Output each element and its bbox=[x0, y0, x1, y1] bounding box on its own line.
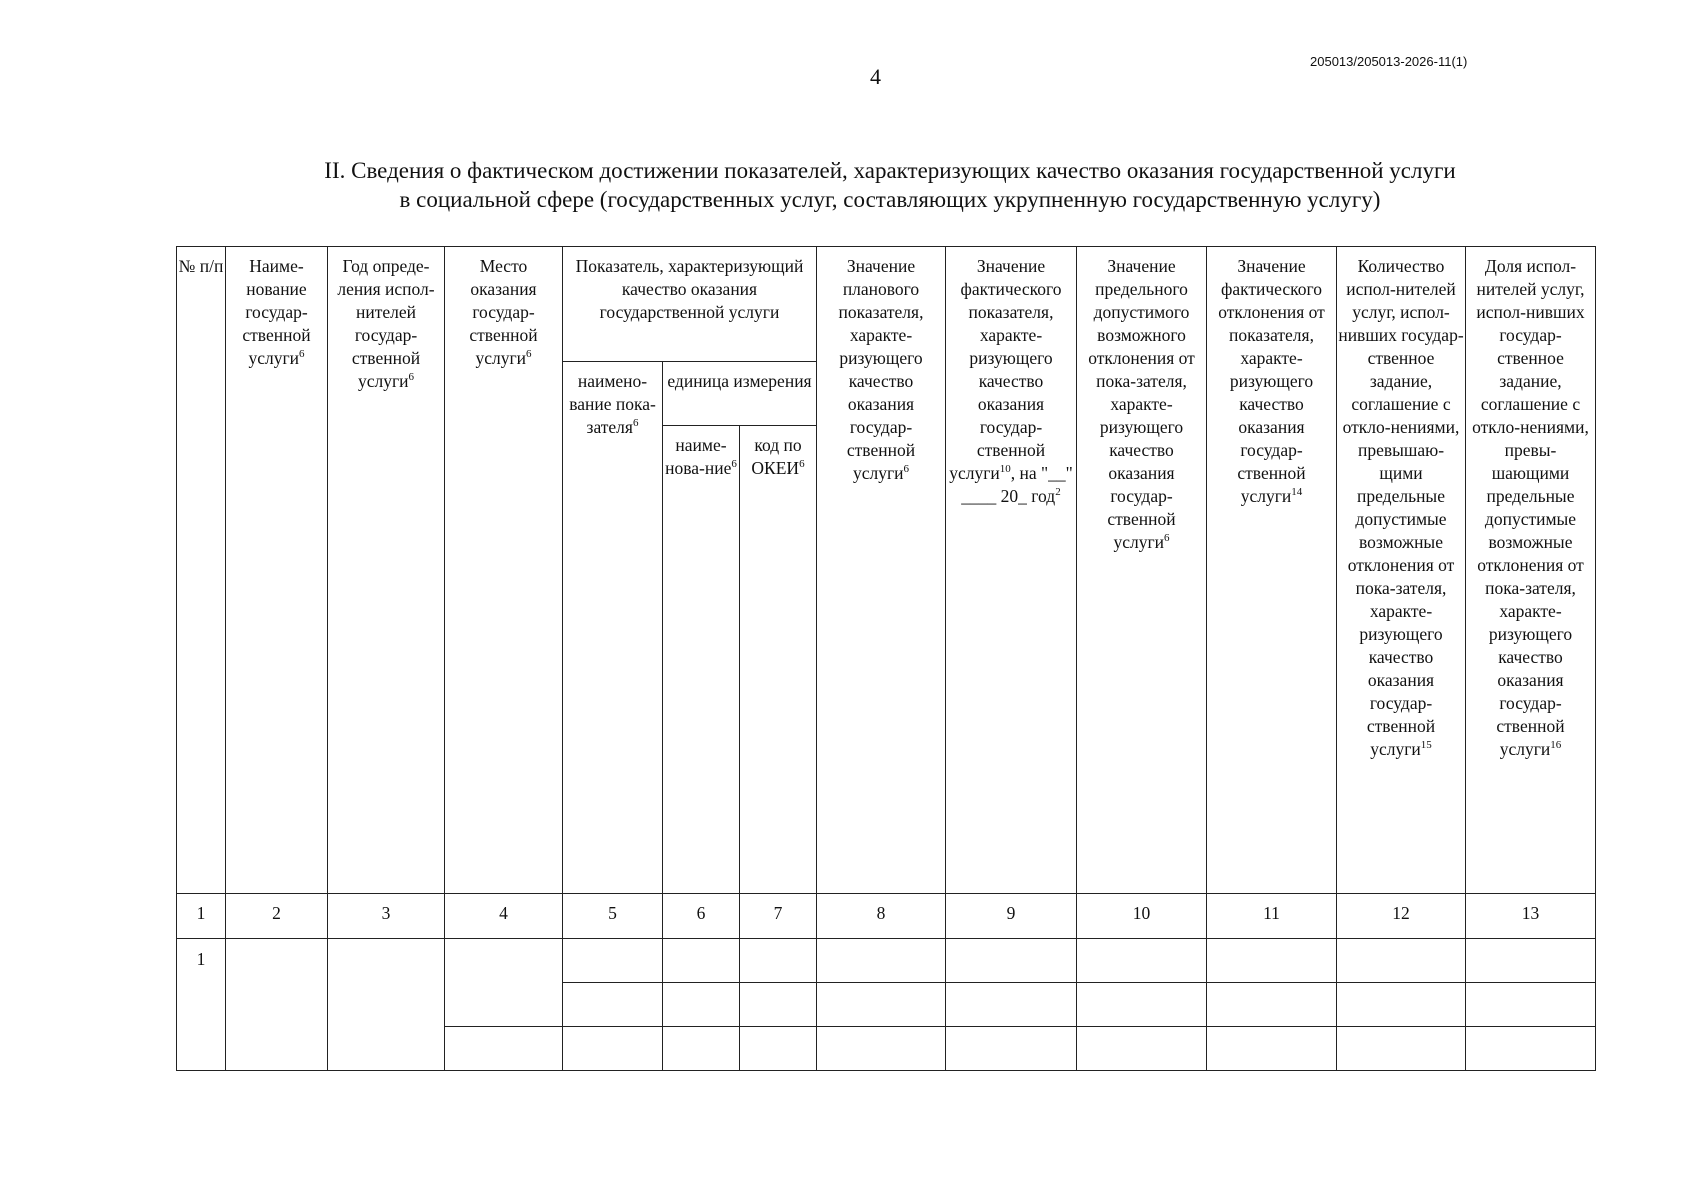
cell-service-place bbox=[445, 1027, 563, 1071]
header-okei-code: код по ОКЕИ$^6$ bbox=[740, 426, 817, 894]
column-number: 4 bbox=[445, 894, 563, 939]
cell-indicator-name bbox=[563, 1027, 663, 1071]
header-unit-group: единица измерения bbox=[663, 362, 817, 426]
cell-indicator-name bbox=[563, 983, 663, 1027]
header-number: № п/п bbox=[177, 247, 226, 894]
cell-unit-name bbox=[663, 983, 740, 1027]
cell-executors-share bbox=[1466, 1027, 1596, 1071]
column-numbers-row bbox=[177, 894, 1596, 939]
cell-planned-value bbox=[817, 983, 946, 1027]
header-executors-count: Количество испол-нителей услуг, испол-нивших государ-ственное задание, соглашение с откло-нениями, превышаю-щими предельные допустимые возможные отклонения от пока-зателя, характе-ризующего качество оказания государ-ственной услуги$^{15}$ bbox=[1337, 247, 1466, 894]
header-planned-value: Значение планового показателя, характе-ризующего качество оказания государ-ственной услуги$^6$ bbox=[817, 247, 946, 894]
cell-actual-value bbox=[946, 939, 1077, 983]
cell-executors-count bbox=[1337, 939, 1466, 983]
table-row bbox=[177, 939, 1596, 983]
cell-actual-value bbox=[946, 983, 1077, 1027]
header-indicator-name: наимено-вание пока-зателя$^6$ bbox=[563, 362, 663, 894]
cell-planned-value bbox=[817, 1027, 946, 1071]
cell-allowed-deviation bbox=[1077, 1027, 1207, 1071]
column-number: 10 bbox=[1077, 894, 1207, 939]
header-actual-deviation: Значение фактического отклонения от показателя, характе-ризующего качество оказания государ-ственной услуги$^{14}$ bbox=[1207, 247, 1337, 894]
header-indicator-group: Показатель, характеризующий качество оказания государственной услуги bbox=[563, 247, 817, 362]
document-code: 205013/205013-2026-11(1) bbox=[1310, 54, 1468, 69]
cell-indicator-name bbox=[563, 939, 663, 983]
cell-unit-name bbox=[663, 939, 740, 983]
column-number: 7 bbox=[740, 894, 817, 939]
column-number: 13 bbox=[1466, 894, 1596, 939]
cell-okei-code bbox=[740, 1027, 817, 1071]
column-number: 3 bbox=[328, 894, 445, 939]
section-title-line-2: в социальной сфере (государственных услуг, составляющих укрупненную государственную услугу) bbox=[399, 187, 1381, 212]
cell-actual-deviation bbox=[1207, 983, 1337, 1027]
header-executors-share: Доля испол-нителей услуг, испол-нивших государ-ственное задание, соглашение с откло-нениями, превы-шающими предельные допустимые возможные отклонения от пока-зателя, характе-ризующего качество оказания государ-ственной услуги$^{16}$ bbox=[1466, 247, 1596, 894]
column-number: 9 bbox=[946, 894, 1077, 939]
header-unit-name: наиме-нова-ние$^6$ bbox=[663, 426, 740, 894]
column-number: 6 bbox=[663, 894, 740, 939]
cell-executors-count bbox=[1337, 1027, 1466, 1071]
cell-actual-deviation bbox=[1207, 1027, 1337, 1071]
header-allowed-deviation: Значение предельного допустимого возможного отклонения от пока-зателя, характе-ризующего качество оказания государ-ственной услуги$^6$ bbox=[1077, 247, 1207, 894]
cell-executors-share bbox=[1466, 939, 1596, 983]
section-title bbox=[180, 156, 1600, 214]
cell-allowed-deviation bbox=[1077, 983, 1207, 1027]
page-number: 4 bbox=[870, 64, 881, 89]
header-actual-value: Значение фактического показателя, характе-ризующего качество оказания государ-ственной услуги$^{10}$, на "__" ____ 20_ год$^2$ bbox=[946, 247, 1077, 894]
cell-executors-count bbox=[1337, 983, 1466, 1027]
column-number: 1 bbox=[177, 894, 226, 939]
cell-allowed-deviation bbox=[1077, 939, 1207, 983]
cell-service-place bbox=[445, 939, 563, 1027]
column-number: 8 bbox=[817, 894, 946, 939]
cell-actual-deviation bbox=[1207, 939, 1337, 983]
column-number: 5 bbox=[563, 894, 663, 939]
header-executor-year: Год опреде-ления испол-нителей государ-ственной услуги$^6$ bbox=[328, 247, 445, 894]
header-service-name: Наиме-нование государ-ственной услуги$^6$ bbox=[226, 247, 328, 894]
cell-executor-year bbox=[328, 939, 445, 1071]
column-number: 2 bbox=[226, 894, 328, 939]
header-service-place: Место оказания государ-ственной услуги$^6$ bbox=[445, 247, 563, 894]
column-number: 12 bbox=[1337, 894, 1466, 939]
cell-okei-code bbox=[740, 983, 817, 1027]
cell-planned-value bbox=[817, 939, 946, 983]
cell-service-name bbox=[226, 939, 328, 1071]
section-title-line-1: II. Сведения о фактическом достижении показателей, характеризующих качество оказания государственной услуги bbox=[324, 158, 1456, 183]
cell-unit-name bbox=[663, 1027, 740, 1071]
cell-okei-code bbox=[740, 939, 817, 983]
cell-actual-value bbox=[946, 1027, 1077, 1071]
row-index: 1 bbox=[177, 939, 226, 1071]
cell-executors-share bbox=[1466, 983, 1596, 1027]
indicators-table bbox=[176, 246, 1596, 1071]
column-number: 11 bbox=[1207, 894, 1337, 939]
